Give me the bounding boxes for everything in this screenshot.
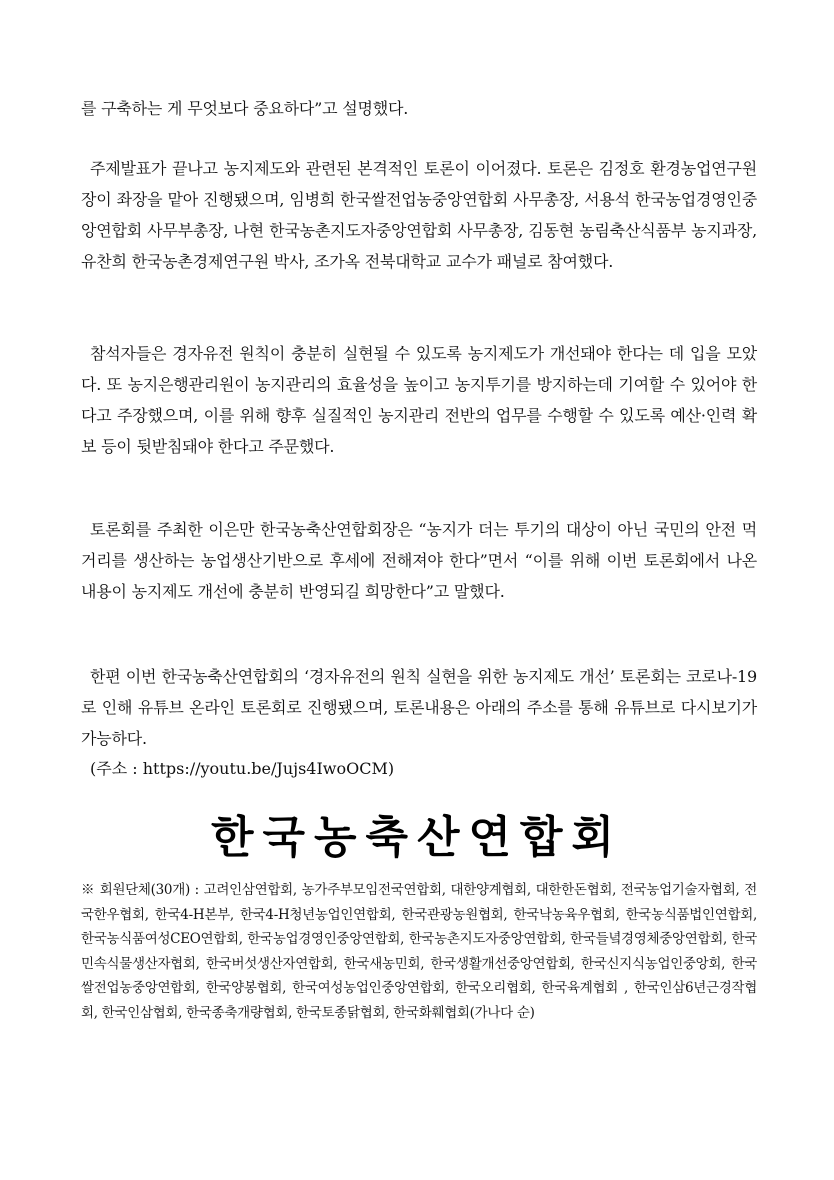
paragraph-discussion: 주제발표가 끝나고 농지제도와 관련된 본격적인 토론이 이어졌다. 토론은 김정호 환경농업연구원장이 좌장을 맡아 진행됐으며, 임병희 한국쌀전업농중앙연합회 사무총장, 서용석 한국농업경영인중앙연합회 사무부총장, 나현 한국농촌지도자중앙연합회 사무총장, 김동현 농림축산식품부 농지과장, 유찬희 한국농촌경제연구원 박사, 조가옥 전북대학교 교수가 패널로 참여했다. (81, 159, 757, 271)
paragraph-continuation: 를 구축하는 게 무엇보다 중요하다”고 설명했다. (81, 99, 409, 118)
member-organizations-note: ※ 회원단체(30개) : 고려인삼연합회, 농가주부모임전국연합회, 대한양계협회, 대한한돈협회, 전국농업기술자협회, 전국한우협회, 한국4-H본부, 한국4-H청년농업인연합회, 한국관광농원협회, 한국낙농육우협회, 한국농식품법인연합회, 한국농식품여성CEO연합회, 한국농업경영인중앙연합회, 한국농촌지도자중앙연합회, 한국들녘경영체중앙연합회, 한국민속식물생산자협회, 한국버섯생산자연합회, 한국새농민회, 한국생활개선중앙연합회, 한국신지식농업인중앙회, 한국쌀전업농중앙연합회, 한국양봉협회, 한국여성농업인중앙연합회, 한국오리협회, 한국육계협회 , 한국인삼6년근경작협회, 한국인삼협회, 한국종축개량협회, 한국토종닭협회, 한국화훼협회(가나다 순) (81, 882, 757, 1021)
paragraph-participants: 참석자들은 경자유전 원칙이 충분히 실현될 수 있도록 농지제도가 개선돼야 한다는 데 입을 모았다. 또 농지은행관리원이 농지관리의 효율성을 높이고 농지투기를 방지하는데 기여할 수 있어야 한다고 주장했으며, 이를 위해 향후 실질적인 농지관리 전반의 업무를 수행할 수 있도록 예산·인력 확보 등이 뒷받침돼야 한다고 주문했다. (81, 344, 757, 456)
paragraph-chairman-quote: 토론회를 주최한 이은만 한국농축산연합회장은 “농지가 더는 투기의 대상이 아닌 국민의 안전 먹거리를 생산하는 농업생산기반으로 후세에 전해져야 한다”면서 “이를 위해 이번 토론회에서 나온 내용이 농지제도 개선에 충분히 반영되길 희망한다”고 말했다. (81, 520, 757, 601)
paragraph-online-notice: 한편 이번 한국농축산연합회의 ‘경자유전의 원칙 실현을 위한 농지제도 개선’ 토론회는 코로나-19로 인해 유튜브 온라인 토론회로 진행됐으며, 토론내용은 아래의 주소를 통해 유튜브로 다시보기가 가능하다. (81, 667, 757, 748)
organization-name: 한국농축산연합회 (210, 812, 624, 863)
youtube-address: (주소 : https://youtu.be/Jujs4IwoOCM) (90, 759, 395, 778)
